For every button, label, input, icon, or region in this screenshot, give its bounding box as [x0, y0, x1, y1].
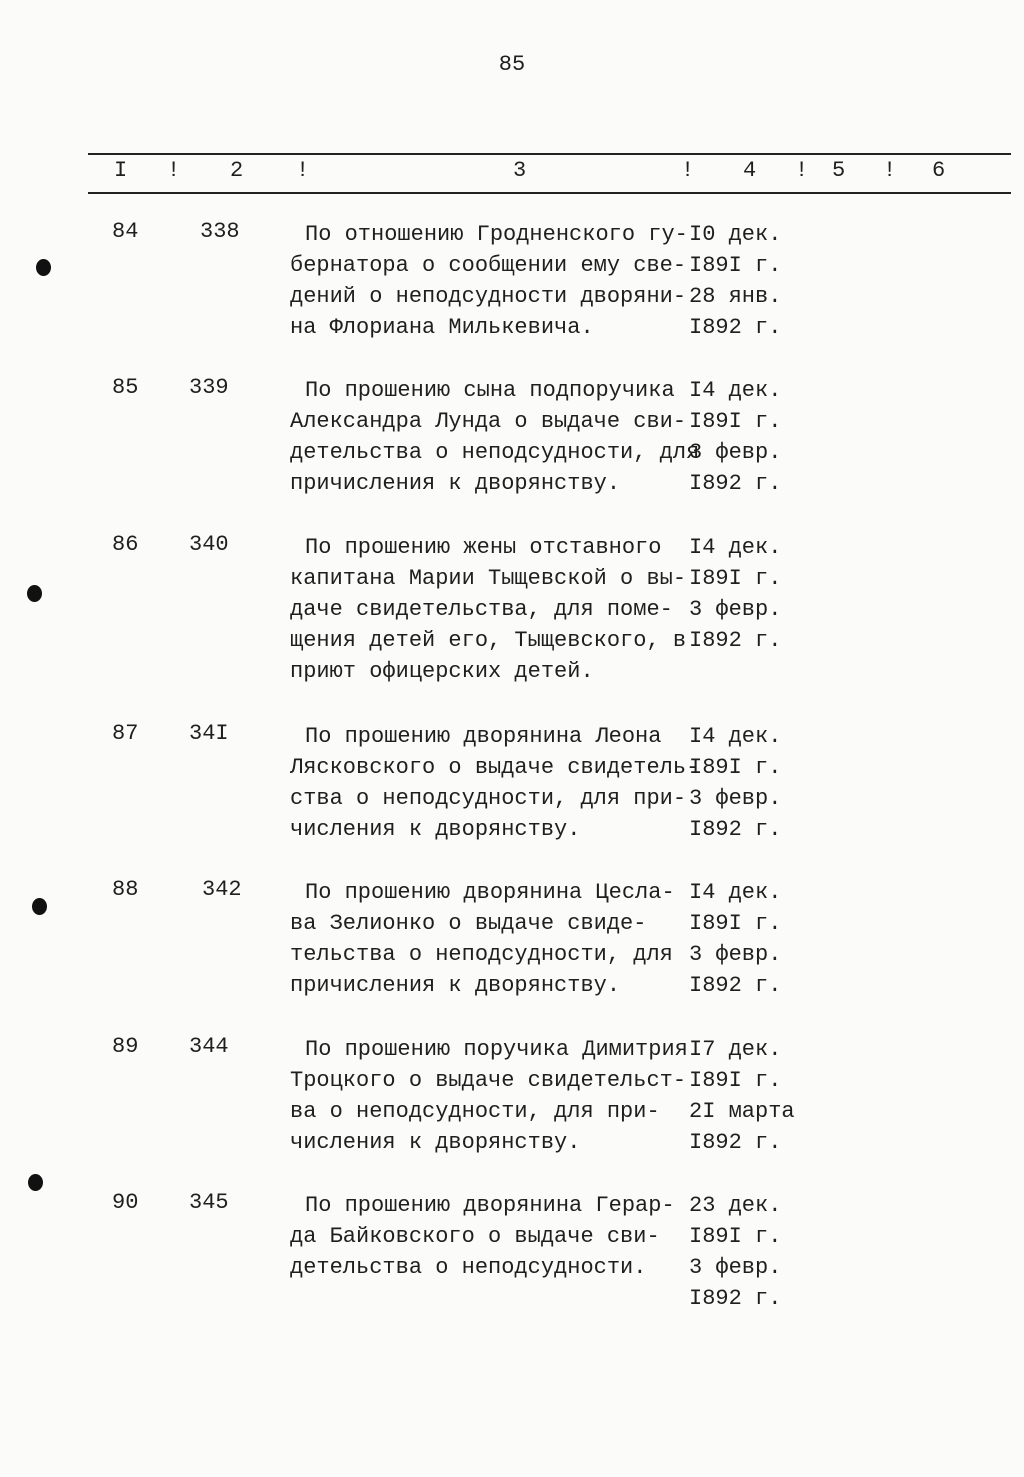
description-line: причисления к дворянству. [290, 471, 621, 496]
entry-number: 85 [112, 375, 139, 400]
entry-number: 87 [112, 721, 139, 746]
description-line: По прошению дворянина Герар- [305, 1193, 675, 1218]
date-line: I892 г. [689, 973, 782, 998]
entry-code: 338 [200, 219, 240, 244]
description-line: ва Зелионко о выдаче свиде- [290, 911, 647, 936]
header-col-5: 5 [832, 158, 846, 183]
date-line: I892 г. [689, 817, 782, 842]
entry-code: 342 [202, 877, 242, 902]
page-number: 85 [498, 52, 526, 77]
date-line: I0 дек. [689, 222, 782, 247]
header-bottom-rule [88, 192, 1011, 194]
entry-code: 344 [189, 1034, 229, 1059]
description-line: По прошению сына подпоручика [305, 378, 675, 403]
header-separator: ! [167, 158, 181, 183]
entry-dates [689, 375, 829, 499]
entry-description [290, 877, 690, 1001]
description-line: тельства о неподсудности, для [290, 942, 673, 967]
date-line: I89I г. [689, 755, 782, 780]
date-line: I89I г. [689, 409, 782, 434]
description-line: да Байковского о выдаче сви- [290, 1224, 660, 1249]
date-line: I4 дек. [689, 378, 782, 403]
header-col-3: 3 [513, 158, 527, 183]
description-line: детельства о неподсудности, для [290, 440, 700, 465]
entry-code: 345 [189, 1190, 229, 1215]
punch-hole [28, 1174, 43, 1191]
description-line: По прошению поручика Димитрия [305, 1037, 688, 1062]
date-line: I4 дек. [689, 535, 782, 560]
date-line: I892 г. [689, 628, 782, 653]
date-line: I89I г. [689, 911, 782, 936]
entry-description [290, 219, 690, 343]
date-line: 3 февр. [689, 597, 782, 622]
header-col-2: 2 [230, 158, 244, 183]
description-line: По отношению Гродненского гу- [305, 222, 688, 247]
entry-number: 86 [112, 532, 139, 557]
entry-number: 90 [112, 1190, 139, 1215]
header-separator: ! [883, 158, 897, 183]
description-line: Александра Лунда о выдаче сви- [290, 409, 687, 434]
entry-dates [689, 219, 829, 343]
entry-number: 88 [112, 877, 139, 902]
description-line: бернатора о сообщении ему све- [290, 253, 687, 278]
header-separator: ! [681, 158, 695, 183]
date-line: I89I г. [689, 566, 782, 591]
punch-hole [32, 898, 47, 915]
date-line: I892 г. [689, 315, 782, 340]
description-line: причисления к дворянству. [290, 973, 621, 998]
date-line: I89I г. [689, 1224, 782, 1249]
date-line: 2I марта [689, 1099, 795, 1124]
entry-dates [689, 532, 829, 656]
entry-code: 34I [189, 721, 229, 746]
entry-description [290, 532, 690, 687]
header-col-4: 4 [743, 158, 757, 183]
description-line: числения к дворянству. [290, 817, 581, 842]
date-line: 28 янв. [689, 284, 782, 309]
description-line: щения детей его, Тыщевского, в [290, 628, 687, 653]
date-line: 3 февр. [689, 942, 782, 967]
description-line: приют офицерских детей. [290, 659, 594, 684]
date-line: 3 февр. [689, 440, 782, 465]
date-line: I89I г. [689, 1068, 782, 1093]
entry-dates [689, 1034, 829, 1158]
entry-dates [689, 721, 829, 845]
table-header [0, 158, 1024, 188]
entry-number: 84 [112, 219, 139, 244]
entry-description [290, 1190, 690, 1283]
date-line: I4 дек. [689, 880, 782, 905]
entry-code: 340 [189, 532, 229, 557]
header-top-rule [88, 153, 1011, 155]
entry-dates [689, 1190, 829, 1314]
description-line: ва о неподсудности, для при- [290, 1099, 660, 1124]
description-line: числения к дворянству. [290, 1130, 581, 1155]
header-separator: ! [795, 158, 809, 183]
entry-number: 89 [112, 1034, 139, 1059]
punch-hole [36, 259, 51, 276]
description-line: По прошению жены отставного [305, 535, 662, 560]
entry-code: 339 [189, 375, 229, 400]
date-line: I892 г. [689, 1130, 782, 1155]
date-line: I89I г. [689, 253, 782, 278]
punch-hole [27, 585, 42, 602]
description-line: даче свидетельства, для поме- [290, 597, 673, 622]
description-line: По прошению дворянина Цесла- [305, 880, 675, 905]
date-line: 3 февр. [689, 786, 782, 811]
date-line: I7 дек. [689, 1037, 782, 1062]
entry-description [290, 1034, 690, 1158]
header-col-1: I [114, 158, 128, 183]
description-line: По прошению дворянина Леона [305, 724, 662, 749]
description-line: капитана Марии Тыщевской о вы- [290, 566, 687, 591]
description-line: Троцкого о выдаче свидетельст- [290, 1068, 687, 1093]
date-line: 3 февр. [689, 1255, 782, 1280]
description-line: ства о неподсудности, для при- [290, 786, 687, 811]
date-line: I4 дек. [689, 724, 782, 749]
header-separator: ! [296, 158, 310, 183]
description-line: дений о неподсудности дворяни- [290, 284, 687, 309]
description-line: на Флориана Милькевича. [290, 315, 594, 340]
date-line: I892 г. [689, 1286, 782, 1311]
entry-description [290, 375, 700, 499]
description-line: Лясковского о выдаче свидетель- [290, 755, 700, 780]
date-line: 23 дек. [689, 1193, 782, 1218]
entry-dates [689, 877, 829, 1001]
entry-description [290, 721, 700, 845]
header-col-6: 6 [932, 158, 946, 183]
date-line: I892 г. [689, 471, 782, 496]
description-line: детельства о неподсудности. [290, 1255, 647, 1280]
